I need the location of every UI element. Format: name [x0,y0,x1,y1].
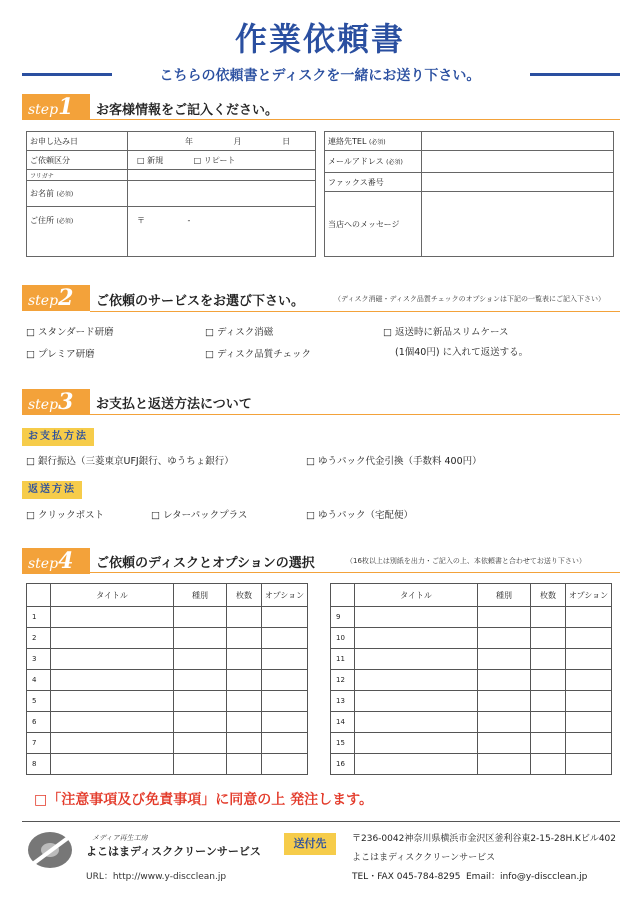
type-repeat-checkbox[interactable]: □ リピート [193,155,236,165]
message-field[interactable] [422,192,614,257]
step4-title: ご依頼のディスクとオプションの選択 [96,556,315,571]
step2-note: （ディスク消磁・ディスク品質チェックのオプションは下記の一覧表にご記入下さい） [334,295,606,303]
option-slim-case-note: (1個40円) に入れて返送する。 [395,347,529,358]
table-row: 10 [331,628,612,649]
step4-badge: step4 [22,548,90,574]
table-row: 14 [331,712,612,733]
fax-label: ファックス番号 [325,173,422,192]
payment-cod[interactable]: □ ゆうパック代金引換（手数料 400円） [306,456,482,467]
name-label: お名前 [30,189,54,198]
date-field[interactable]: 年 月 日 [128,132,316,151]
contact-info-table: 連絡先TEL (必須) メールアドレス (必須) ファックス番号 当店へのメッセージ [324,131,614,257]
table-row: 15 [331,733,612,754]
furigana-field[interactable] [128,170,316,181]
footer-address: 〒236-0042神奈川県横浜市金沢区釜利谷東2-15-28H.Kビル402 [352,834,617,844]
step1-badge: step1 [22,94,90,120]
name-field[interactable] [128,181,316,207]
col-option: オプション [566,584,612,607]
payment-bank-transfer[interactable]: □ 銀行振込（三菱東京UFJ銀行、ゆうちょ銀行） [26,456,234,467]
disc-table-left [26,583,308,775]
table-row: 13 [331,691,612,712]
table-row: 16 [331,754,612,775]
agree-checkbox[interactable]: □「注意事項及び免責事項」に同意の上 発注します。 [34,792,373,808]
step3-badge: step3 [22,389,90,415]
disc-logo-icon [24,826,84,870]
option-disc-degauss[interactable]: □ ディスク消磁 [205,327,274,338]
footer-email[interactable]: Email：info@y-discclean.jp [466,872,588,882]
type-new-checkbox[interactable]: □ 新規 [137,155,164,165]
step4-line [90,572,620,573]
logo-company-name: よこはまディスククリーンサービス [86,845,261,858]
page-title: 作業依頼書 [234,20,405,58]
table-row: 6 [27,712,308,733]
step2-title: ご依頼のサービスをお選び下さい。 [96,294,305,309]
step2-badge: step2 [22,285,90,311]
page-subtitle: こちらの依頼書とディスクを一緒にお送り下さい。 [159,68,481,84]
col-title: タイトル [355,584,478,607]
col-option: オプション [262,584,308,607]
logo [24,826,84,874]
table-row: 1 [27,607,308,628]
email-field[interactable] [422,151,614,173]
type-label: ご依頼区分 [27,151,128,170]
table-row: 7 [27,733,308,754]
col-type: 種別 [478,584,531,607]
furigana-label: フリガナ [27,170,128,181]
message-label: 当店へのメッセージ [325,192,422,257]
send-to-label: 送付先 [284,833,336,855]
footer-url[interactable]: URL：http://www.y-discclean.jp [86,872,227,882]
address-field[interactable]: 〒 - [128,207,316,257]
footer-line [22,821,620,822]
step2-line [90,311,620,312]
email-label: メールアドレス [328,157,384,166]
footer-telfax: TEL・FAX 045-784-8295 [352,872,461,882]
date-label: お申し込み日 [27,132,128,151]
table-row: 8 [27,754,308,775]
customer-info-table: お申し込み日 年 月 日 ご依頼区分 □ 新規 □ リピート フリガナ お名前 (必須) ご住所 (必須) 〒 - [26,131,316,257]
option-disc-quality-check[interactable]: □ ディスク品質チェック [205,349,311,360]
footer-company: よこはまディスククリーンサービス [352,853,496,863]
option-slim-case[interactable]: □ 返送時に新品スリムケース [383,327,509,338]
tel-field[interactable] [422,132,614,151]
col-count: 枚数 [227,584,262,607]
table-row: 9 [331,607,612,628]
return-yupack[interactable]: □ ゆうパック（宅配便） [306,510,413,521]
table-row: 2 [27,628,308,649]
step1-title: お客様情報をご記入ください。 [96,103,279,118]
table-row: 12 [331,670,612,691]
step1-line [90,119,620,120]
col-title: タイトル [51,584,174,607]
return-method-label: 返送方法 [22,481,82,499]
payment-method-label: お支払方法 [22,428,94,446]
logo-small-text: メディア再生工房 [92,834,148,842]
step3-line [90,414,620,415]
table-row: 5 [27,691,308,712]
col-type: 種別 [174,584,227,607]
fax-field[interactable] [422,173,614,192]
table-row: 11 [331,649,612,670]
col-count: 枚数 [531,584,566,607]
address-label: ご住所 [30,216,54,225]
option-standard-polish[interactable]: □ スタンダード研磨 [26,327,114,338]
disc-table-right [330,583,612,775]
table-row: 3 [27,649,308,670]
return-clickpost[interactable]: □ クリックポスト [26,510,105,521]
table-row: 4 [27,670,308,691]
return-letterpack[interactable]: □ レターパックプラス [151,510,248,521]
option-premier-polish[interactable]: □ プレミア研磨 [26,349,95,360]
step4-note: （16枚以上は別紙を出力・ご記入の上、本依頼書と合わせてお送り下さい） [346,557,586,565]
tel-label: 連絡先TEL [328,136,367,146]
step3-title: お支払と返送方法について [96,397,252,412]
